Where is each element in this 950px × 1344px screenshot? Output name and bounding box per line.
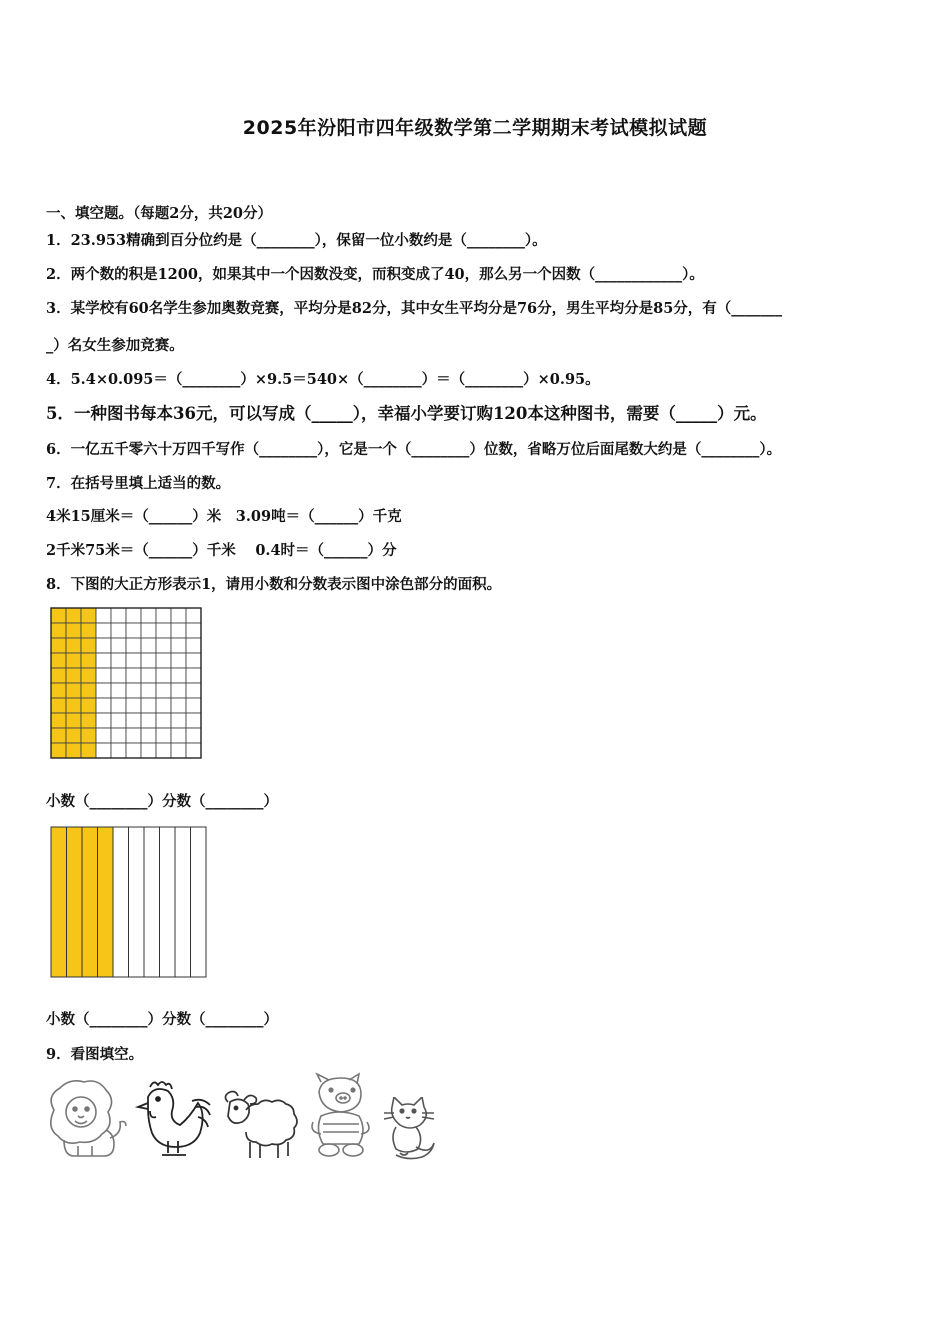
shaded-cell: [81, 608, 96, 623]
question-3-line1: 3．某学校有60名学生参加奥数竞赛，平均分是82分，其中女生平均分是76分，男生平均分是85分，有（_______: [46, 300, 783, 317]
shaded-cell: [51, 698, 66, 713]
question-1: 1．23.953精确到百分位约是（________），保留一位小数约是（________）。: [46, 232, 547, 249]
shaded-cell: [66, 653, 81, 668]
grid-cell: [126, 638, 141, 653]
grid-cell: [111, 698, 126, 713]
grid-cell: [171, 743, 186, 758]
grid-cell: [96, 728, 111, 743]
shaded-cell: [81, 683, 96, 698]
shaded-cell: [51, 638, 66, 653]
strip: [129, 827, 145, 977]
question-8-answer-1: 小数（________）分数（________）: [46, 793, 278, 810]
question-5: 5．一种图书每本36元，可以写成（_____），幸福小学要订购120本这种图书，需要（_____）元。: [46, 404, 767, 423]
shaded-cell: [81, 743, 96, 758]
grid-cell: [96, 743, 111, 758]
question-8: 8．下图的大正方形表示1，请用小数和分数表示图中涂色部分的面积。: [46, 576, 502, 593]
shaded-cell: [66, 668, 81, 683]
grid-cell: [96, 608, 111, 623]
shaded-cell: [81, 713, 96, 728]
shaded-cell: [66, 623, 81, 638]
question-3-line2: _）名女生参加竞赛。: [46, 337, 184, 354]
grid-cell: [126, 743, 141, 758]
shaded-cell: [66, 683, 81, 698]
hundred-grid-figure: [49, 606, 204, 761]
grid-cell: [156, 698, 171, 713]
grid-cell: [186, 683, 201, 698]
grid-cell: [186, 608, 201, 623]
shaded-cell: [66, 698, 81, 713]
grid-cell: [141, 668, 156, 683]
grid-cell: [186, 653, 201, 668]
tenth-strips-figure: [49, 825, 209, 981]
strip: [160, 827, 176, 977]
question-7: 7．在括号里填上适当的数。: [46, 475, 231, 492]
grid-cell: [171, 683, 186, 698]
shaded-cell: [81, 638, 96, 653]
shaded-cell: [51, 653, 66, 668]
strip: [175, 827, 191, 977]
cat-icon: [382, 1097, 442, 1163]
question-2: 2．两个数的积是1200，如果其中一个因数没变，而积变成了40，那么另一个因数（____________）。: [46, 266, 704, 283]
grid-cell: [126, 608, 141, 623]
grid-cell: [111, 713, 126, 728]
pig-icon: [307, 1072, 377, 1160]
grid-cell: [186, 728, 201, 743]
shaded-strip: [98, 827, 114, 977]
grid-cell: [186, 623, 201, 638]
grid-cell: [126, 623, 141, 638]
grid-cell: [111, 623, 126, 638]
shaded-cell: [51, 668, 66, 683]
grid-cell: [96, 683, 111, 698]
grid-cell: [126, 728, 141, 743]
shaded-cell: [81, 728, 96, 743]
grid-cell: [156, 728, 171, 743]
shaded-strip: [51, 827, 67, 977]
grid-cell: [141, 653, 156, 668]
shaded-cell: [66, 608, 81, 623]
grid-cell: [171, 653, 186, 668]
grid-cell: [186, 713, 201, 728]
grid-cell: [171, 668, 186, 683]
grid-cell: [141, 623, 156, 638]
shaded-cell: [51, 728, 66, 743]
grid-cell: [96, 668, 111, 683]
grid-cell: [126, 713, 141, 728]
shaded-cell: [66, 743, 81, 758]
grid-cell: [111, 638, 126, 653]
grid-cell: [156, 713, 171, 728]
grid-cell: [126, 698, 141, 713]
shaded-cell: [51, 683, 66, 698]
rooster-icon: [134, 1077, 218, 1159]
shaded-strip: [67, 827, 83, 977]
question-9: 9．看图填空。: [46, 1046, 144, 1063]
shaded-cell: [51, 713, 66, 728]
shaded-cell: [81, 698, 96, 713]
shaded-cell: [81, 668, 96, 683]
grid-cell: [126, 683, 141, 698]
shaded-cell: [81, 653, 96, 668]
grid-cell: [171, 698, 186, 713]
grid-cell: [171, 638, 186, 653]
question-7-line2: 2千米75米＝（______）千米 0.4时＝（______）分: [46, 542, 397, 559]
grid-cell: [96, 713, 111, 728]
grid-cell: [141, 683, 156, 698]
grid-cell: [96, 698, 111, 713]
grid-cell: [156, 743, 171, 758]
shaded-cell: [81, 623, 96, 638]
grid-cell: [96, 638, 111, 653]
shaded-strip: [82, 827, 98, 977]
shaded-cell: [66, 728, 81, 743]
grid-cell: [126, 668, 141, 683]
grid-cell: [141, 698, 156, 713]
grid-cell: [156, 653, 171, 668]
lion-icon: [44, 1080, 130, 1160]
grid-cell: [111, 683, 126, 698]
grid-cell: [156, 683, 171, 698]
grid-cell: [141, 608, 156, 623]
grid-cell: [96, 653, 111, 668]
grid-cell: [156, 638, 171, 653]
grid-cell: [126, 653, 141, 668]
grid-cell: [141, 743, 156, 758]
grid-cell: [141, 638, 156, 653]
grid-cell: [171, 623, 186, 638]
shaded-cell: [51, 623, 66, 638]
grid-cell: [171, 608, 186, 623]
question-4: 4．5.4×0.095＝（________）×9.5＝540×（________）＝（________）×0.95。: [46, 371, 600, 388]
grid-cell: [111, 608, 126, 623]
grid-cell: [186, 638, 201, 653]
strip: [191, 827, 207, 977]
grid-cell: [171, 728, 186, 743]
grid-cell: [141, 728, 156, 743]
page-title: 2025年汾阳市四年级数学第二学期期末考试模拟试题: [242, 117, 708, 139]
strip: [113, 827, 129, 977]
shaded-cell: [51, 743, 66, 758]
section-heading: 一、填空题。（每题2分，共20分）: [46, 205, 273, 222]
grid-cell: [111, 668, 126, 683]
question-8-answer-2: 小数（________）分数（________）: [46, 1011, 278, 1028]
question-6: 6．一亿五千零六十万四千写作（________），它是一个（________）位数，省略万位后面尾数大约是（________）。: [46, 441, 782, 458]
shaded-cell: [66, 638, 81, 653]
grid-cell: [111, 743, 126, 758]
shaded-cell: [66, 713, 81, 728]
grid-cell: [96, 623, 111, 638]
question-7-line1: 4米15厘米＝（______）米 3.09吨＝（______）千克: [46, 508, 402, 525]
grid-cell: [156, 668, 171, 683]
grid-cell: [156, 623, 171, 638]
shaded-cell: [51, 608, 66, 623]
grid-cell: [141, 713, 156, 728]
grid-cell: [186, 668, 201, 683]
grid-cell: [186, 743, 201, 758]
grid-cell: [156, 608, 171, 623]
grid-cell: [111, 653, 126, 668]
grid-cell: [186, 698, 201, 713]
sheep-icon: [218, 1088, 300, 1164]
grid-cell: [111, 728, 126, 743]
grid-cell: [171, 713, 186, 728]
strip: [144, 827, 160, 977]
